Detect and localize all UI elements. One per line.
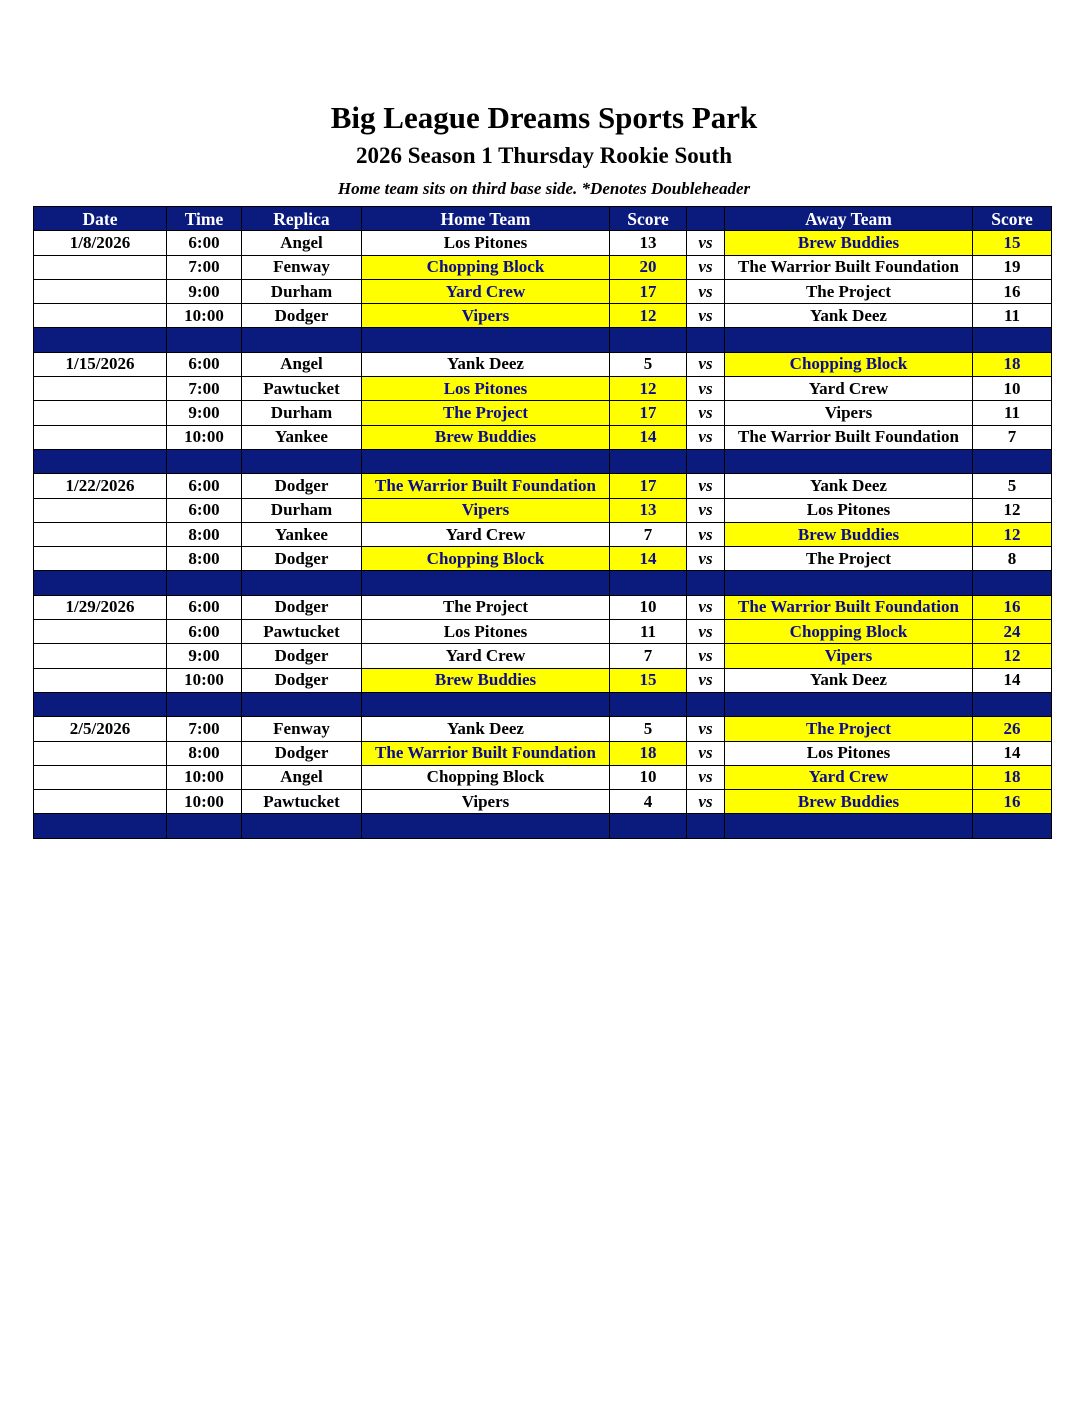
away-team-cell: The Warrior Built Foundation [725,425,973,449]
separator-cell [167,814,242,838]
page-subtitle: 2026 Season 1 Thursday Rookie South [356,143,732,168]
away-score-cell: 16 [973,279,1052,303]
away-score-cell: 11 [973,401,1052,425]
away-score-cell: 16 [973,595,1052,619]
date-cell [34,547,167,571]
time-cell: 8:00 [167,741,242,765]
vs-cell: vs [687,401,725,425]
vs-cell: vs [687,765,725,789]
replica-cell: Angel [242,231,362,255]
col-header-vs [687,207,725,231]
date-cell [34,377,167,401]
separator-cell [973,692,1052,716]
time-cell: 6:00 [167,352,242,376]
table-row [34,790,1052,814]
home-team-cell: Vipers [362,498,610,522]
away-score-cell: 12 [973,644,1052,668]
schedule-body [34,231,1052,838]
replica-cell: Pawtucket [242,790,362,814]
home-score-cell: 12 [610,377,687,401]
away-score-cell: 12 [973,522,1052,546]
away-team-cell: Yank Deez [725,304,973,328]
replica-cell: Yankee [242,425,362,449]
vs-cell: vs [687,425,725,449]
away-team-cell: Vipers [725,401,973,425]
date-cell: 2/5/2026 [34,717,167,741]
vs-cell: vs [687,304,725,328]
table-row [34,401,1052,425]
col-header-replica: Replica [242,207,362,231]
table-row [34,231,1052,255]
away-score-cell: 11 [973,304,1052,328]
home-team-cell: The Project [362,595,610,619]
table-row [34,620,1052,644]
table-row [34,255,1052,279]
time-cell: 8:00 [167,522,242,546]
time-cell: 9:00 [167,279,242,303]
separator-cell [167,328,242,352]
separator-cell [725,571,973,595]
table-row [34,717,1052,741]
separator-cell [610,449,687,473]
separator-cell [725,814,973,838]
time-cell: 6:00 [167,620,242,644]
home-team-cell: Yard Crew [362,279,610,303]
home-score-cell: 5 [610,352,687,376]
date-cell [34,425,167,449]
separator-cell [34,692,167,716]
away-team-cell: The Project [725,279,973,303]
separator-cell [610,328,687,352]
time-cell: 6:00 [167,231,242,255]
time-cell: 6:00 [167,595,242,619]
separator-cell [610,814,687,838]
home-score-cell: 10 [610,595,687,619]
time-cell: 10:00 [167,304,242,328]
away-team-cell: Brew Buddies [725,231,973,255]
table-row [34,547,1052,571]
vs-cell: vs [687,620,725,644]
col-header-home-team: Home Team [362,207,610,231]
separator-cell [610,571,687,595]
schedule-table [33,206,1052,839]
home-team-cell: Los Pitones [362,620,610,644]
home-score-cell: 18 [610,741,687,765]
page-title: Big League Dreams Sports Park [330,100,758,135]
time-cell: 7:00 [167,717,242,741]
vs-cell: vs [687,595,725,619]
home-team-cell: Vipers [362,304,610,328]
home-score-cell: 15 [610,668,687,692]
vs-cell: vs [687,644,725,668]
date-cell [34,401,167,425]
separator-cell [973,814,1052,838]
away-score-cell: 14 [973,668,1052,692]
date-cell [34,498,167,522]
vs-cell: vs [687,255,725,279]
home-score-cell: 7 [610,522,687,546]
separator-cell [242,571,362,595]
schedule-note: Home team sits on third base side. *Denotes Doubleheader [337,179,751,198]
vs-cell: vs [687,790,725,814]
away-team-cell: Los Pitones [725,498,973,522]
week-separator-row [34,571,1052,595]
separator-cell [34,571,167,595]
home-score-cell: 14 [610,425,687,449]
home-score-cell: 17 [610,279,687,303]
home-team-cell: Brew Buddies [362,425,610,449]
home-score-cell: 17 [610,474,687,498]
separator-cell [687,449,725,473]
date-cell [34,255,167,279]
away-score-cell: 12 [973,498,1052,522]
col-header-away-score: Score [973,207,1052,231]
away-team-cell: Chopping Block [725,352,973,376]
time-cell: 10:00 [167,790,242,814]
home-score-cell: 7 [610,644,687,668]
vs-cell: vs [687,522,725,546]
replica-cell: Angel [242,765,362,789]
week-separator-row [34,692,1052,716]
table-row [34,668,1052,692]
away-team-cell: Yank Deez [725,474,973,498]
table-row [34,352,1052,376]
away-team-cell: Yank Deez [725,668,973,692]
table-row [34,304,1052,328]
separator-cell [687,692,725,716]
time-cell: 9:00 [167,401,242,425]
time-cell: 7:00 [167,255,242,279]
time-cell: 10:00 [167,668,242,692]
vs-cell: vs [687,231,725,255]
col-header-date: Date [34,207,167,231]
away-score-cell: 10 [973,377,1052,401]
table-row [34,377,1052,401]
separator-cell [362,571,610,595]
away-score-cell: 7 [973,425,1052,449]
week-separator-row [34,328,1052,352]
date-cell: 1/15/2026 [34,352,167,376]
separator-cell [242,328,362,352]
home-team-cell: The Project [362,401,610,425]
vs-cell: vs [687,279,725,303]
away-team-cell: The Project [725,717,973,741]
replica-cell: Fenway [242,717,362,741]
vs-cell: vs [687,498,725,522]
home-team-cell: Vipers [362,790,610,814]
replica-cell: Angel [242,352,362,376]
away-team-cell: Brew Buddies [725,790,973,814]
home-team-cell: Yank Deez [362,717,610,741]
separator-cell [362,449,610,473]
date-cell [34,620,167,644]
separator-cell [687,328,725,352]
table-row [34,741,1052,765]
separator-cell [242,814,362,838]
separator-cell [242,692,362,716]
away-score-cell: 18 [973,352,1052,376]
away-score-cell: 5 [973,474,1052,498]
separator-cell [973,328,1052,352]
away-score-cell: 24 [973,620,1052,644]
home-score-cell: 4 [610,790,687,814]
vs-cell: vs [687,717,725,741]
home-team-cell: Yard Crew [362,644,610,668]
time-cell: 6:00 [167,498,242,522]
home-team-cell: Brew Buddies [362,668,610,692]
home-score-cell: 13 [610,498,687,522]
date-cell [34,304,167,328]
table-row [34,498,1052,522]
replica-cell: Durham [242,498,362,522]
separator-cell [687,814,725,838]
week-separator-row [34,814,1052,838]
away-team-cell: The Warrior Built Foundation [725,255,973,279]
separator-cell [34,449,167,473]
separator-cell [242,449,362,473]
vs-cell: vs [687,377,725,401]
separator-cell [725,449,973,473]
table-row [34,522,1052,546]
date-cell [34,765,167,789]
home-score-cell: 20 [610,255,687,279]
home-score-cell: 14 [610,547,687,571]
away-score-cell: 19 [973,255,1052,279]
date-cell: 1/29/2026 [34,595,167,619]
time-cell: 10:00 [167,425,242,449]
date-cell [34,644,167,668]
col-header-away-team: Away Team [725,207,973,231]
separator-cell [610,692,687,716]
table-row [34,279,1052,303]
table-row [34,474,1052,498]
home-team-cell: The Warrior Built Foundation [362,741,610,765]
away-team-cell: The Warrior Built Foundation [725,595,973,619]
replica-cell: Dodger [242,474,362,498]
home-team-cell: Chopping Block [362,547,610,571]
replica-cell: Dodger [242,668,362,692]
replica-cell: Pawtucket [242,620,362,644]
time-cell: 6:00 [167,474,242,498]
away-team-cell: Brew Buddies [725,522,973,546]
vs-cell: vs [687,547,725,571]
replica-cell: Dodger [242,547,362,571]
replica-cell: Pawtucket [242,377,362,401]
away-team-cell: The Project [725,547,973,571]
replica-cell: Fenway [242,255,362,279]
separator-cell [167,449,242,473]
away-team-cell: Yard Crew [725,377,973,401]
separator-cell [167,692,242,716]
week-separator-row [34,449,1052,473]
home-team-cell: The Warrior Built Foundation [362,474,610,498]
vs-cell: vs [687,474,725,498]
date-cell [34,279,167,303]
vs-cell: vs [687,668,725,692]
time-cell: 10:00 [167,765,242,789]
separator-cell [973,449,1052,473]
separator-cell [725,328,973,352]
replica-cell: Dodger [242,644,362,668]
col-header-home-score: Score [610,207,687,231]
time-cell: 8:00 [167,547,242,571]
away-team-cell: Los Pitones [725,741,973,765]
home-score-cell: 12 [610,304,687,328]
replica-cell: Dodger [242,595,362,619]
separator-cell [362,692,610,716]
away-score-cell: 16 [973,790,1052,814]
home-score-cell: 17 [610,401,687,425]
home-score-cell: 11 [610,620,687,644]
home-team-cell: Los Pitones [362,231,610,255]
date-cell: 1/22/2026 [34,474,167,498]
home-score-cell: 10 [610,765,687,789]
replica-cell: Yankee [242,522,362,546]
separator-cell [34,814,167,838]
col-header-time: Time [167,207,242,231]
separator-cell [167,571,242,595]
away-team-cell: Vipers [725,644,973,668]
replica-cell: Dodger [242,741,362,765]
header-row [34,207,1052,231]
away-score-cell: 18 [973,765,1052,789]
away-team-cell: Chopping Block [725,620,973,644]
home-team-cell: Chopping Block [362,765,610,789]
separator-cell [973,571,1052,595]
table-row [34,425,1052,449]
vs-cell: vs [687,741,725,765]
date-cell [34,668,167,692]
table-row [34,644,1052,668]
date-cell [34,790,167,814]
table-row [34,595,1052,619]
home-team-cell: Los Pitones [362,377,610,401]
date-cell [34,522,167,546]
replica-cell: Durham [242,279,362,303]
date-cell: 1/8/2026 [34,231,167,255]
table-row [34,765,1052,789]
away-score-cell: 15 [973,231,1052,255]
away-team-cell: Yard Crew [725,765,973,789]
away-score-cell: 14 [973,741,1052,765]
away-score-cell: 26 [973,717,1052,741]
replica-cell: Durham [242,401,362,425]
vs-cell: vs [687,352,725,376]
home-score-cell: 5 [610,717,687,741]
time-cell: 7:00 [167,377,242,401]
home-team-cell: Yard Crew [362,522,610,546]
date-cell [34,741,167,765]
separator-cell [687,571,725,595]
time-cell: 9:00 [167,644,242,668]
separator-cell [725,692,973,716]
replica-cell: Dodger [242,304,362,328]
separator-cell [362,814,610,838]
home-score-cell: 13 [610,231,687,255]
away-score-cell: 8 [973,547,1052,571]
separator-cell [34,328,167,352]
separator-cell [362,328,610,352]
home-team-cell: Yank Deez [362,352,610,376]
home-team-cell: Chopping Block [362,255,610,279]
